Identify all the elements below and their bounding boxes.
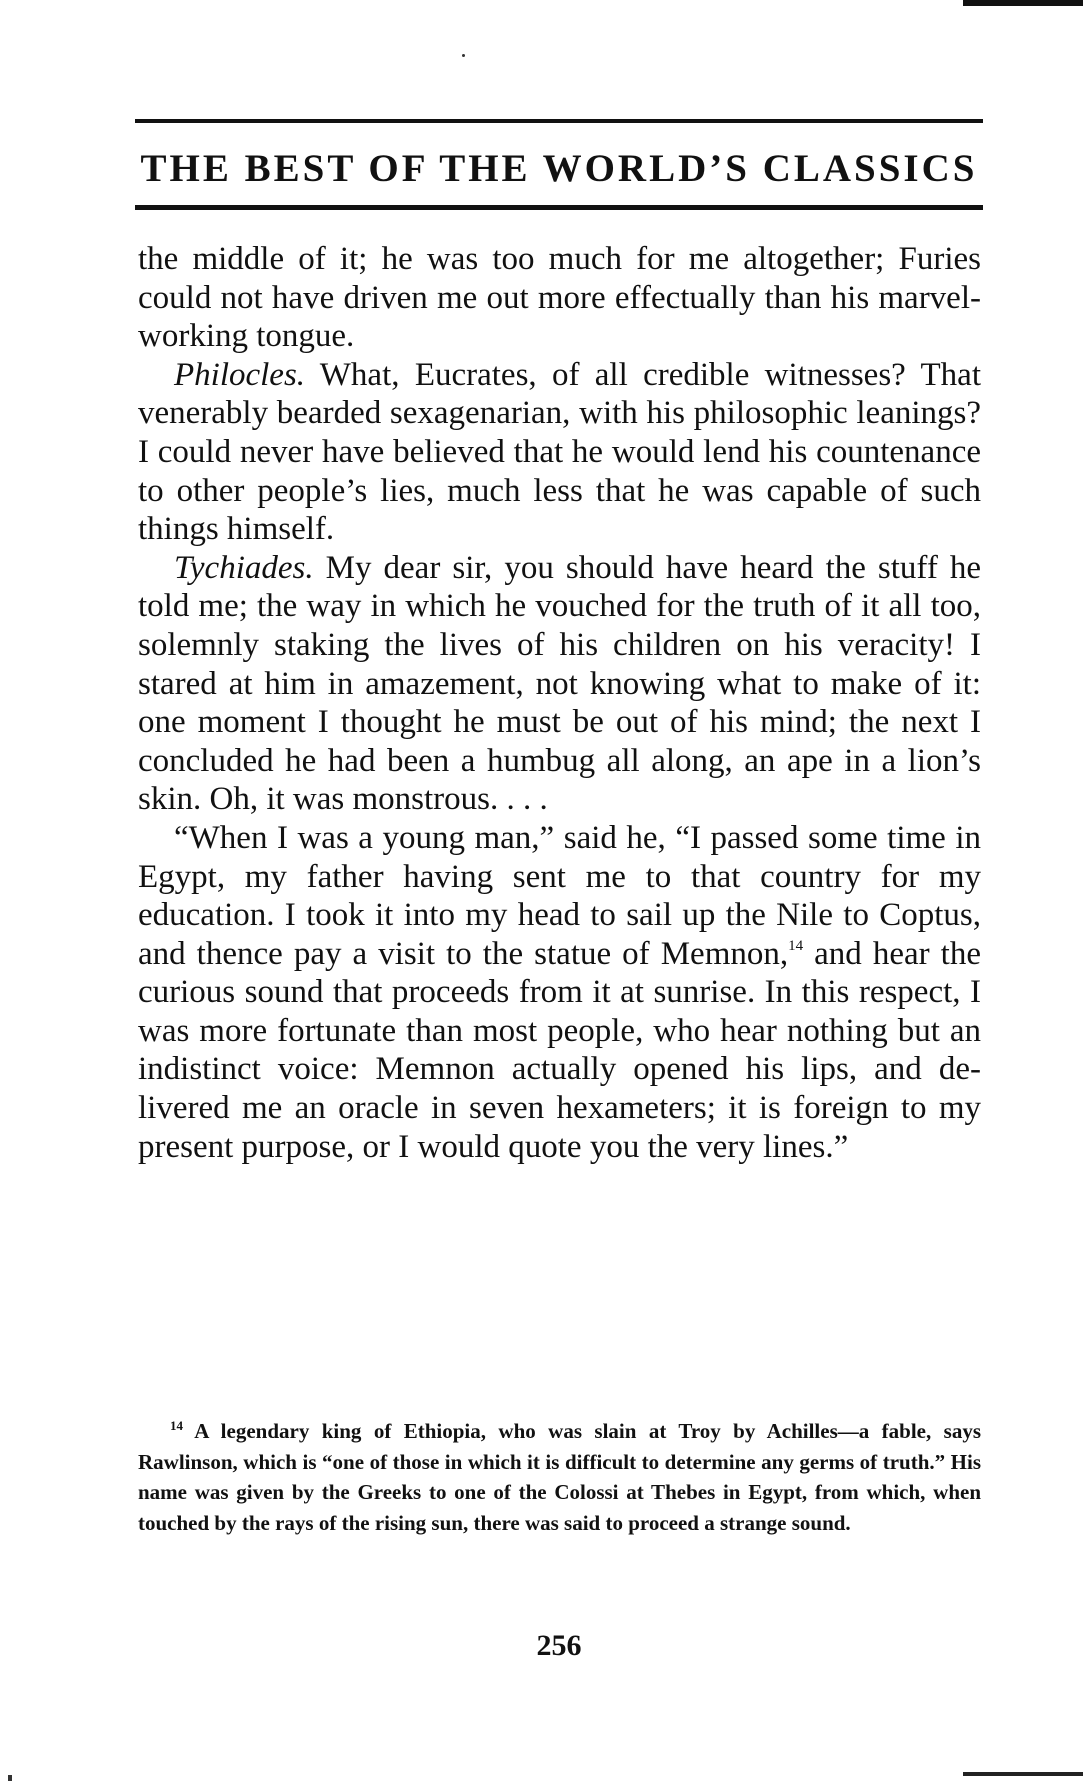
footnote-reference[interactable]: 14 xyxy=(788,937,804,954)
corner-rule-bottom xyxy=(963,1772,1083,1776)
paragraph-eucrates-story xyxy=(138,819,981,1166)
header-rule-bottom xyxy=(135,205,983,210)
corner-rule-top xyxy=(963,0,1083,6)
header-rule-top xyxy=(135,119,983,123)
speech-text: What, Eucrates, of all credible witnesses? That venerably bearded sexagenarian, with his philosophic leanings? I could never have believed that he would lend his countenance to other people’s lies, much less that he was capable of such things himself. xyxy=(138,356,981,548)
paragraph-tychiades xyxy=(138,549,981,819)
paragraph-philocles xyxy=(138,356,981,549)
running-header: THE BEST OF THE WORLD’S CLASSICS xyxy=(140,147,978,190)
speaker-name: Philocles. xyxy=(174,356,306,393)
footnote xyxy=(138,1416,981,1538)
footnote-number: 14 xyxy=(170,1418,183,1433)
print-speck xyxy=(462,54,465,57)
body-text xyxy=(138,240,981,1166)
story-text-before-note: “When I was a young man,” said he, “I passed some time in Egypt, my father having sent me to that country for my education. I took it into my head to sail up the Nile to Coptus, and thence pay a visit to the statue of Memnon, xyxy=(138,819,981,972)
print-speck xyxy=(8,1775,12,1781)
footnote-text: A legendary king of Ethiopia, who was slain at Troy by Achilles—a fable, says Rawlinson, which is “one of those in which it is difficult to determine any germs of truth.” His name was given by the Greeks to one of the Colossi at Thebes in Egypt, from which, when touched by the rays of the rising sun, there was said to proceed a strange sound. xyxy=(138,1419,981,1535)
paragraph-continuation: the middle of it; he was too much for me altogether; Furies could not have driven me out more effectually than his marvel-working tongue. xyxy=(138,241,981,355)
page-number: 256 xyxy=(536,1629,582,1662)
speech-text: My dear sir, you should have heard the stuff he told me; the way in which he vouched for the truth of it all too, solemnly staking the lives of his children on his veracity! I stared at him in amazement, not knowing what to make of it: one moment I thought he must be out of his mind; the next I concluded he had been a humbug all along, an ape in a lion’s skin. Oh, it was monstrous. . . . xyxy=(138,549,981,818)
story-text-after-note: and hear the curious sound that proceeds from it at sunrise. In this respect, I was more fortunate than most people, who hear nothing but an indistinct voice: Memnon actually opened his lips, and delivered me an oracle in seven hexameters; it is foreign to my present purpose, or I would quote you the very lines.” xyxy=(138,935,981,1165)
speaker-name: Tychiades. xyxy=(174,549,314,586)
